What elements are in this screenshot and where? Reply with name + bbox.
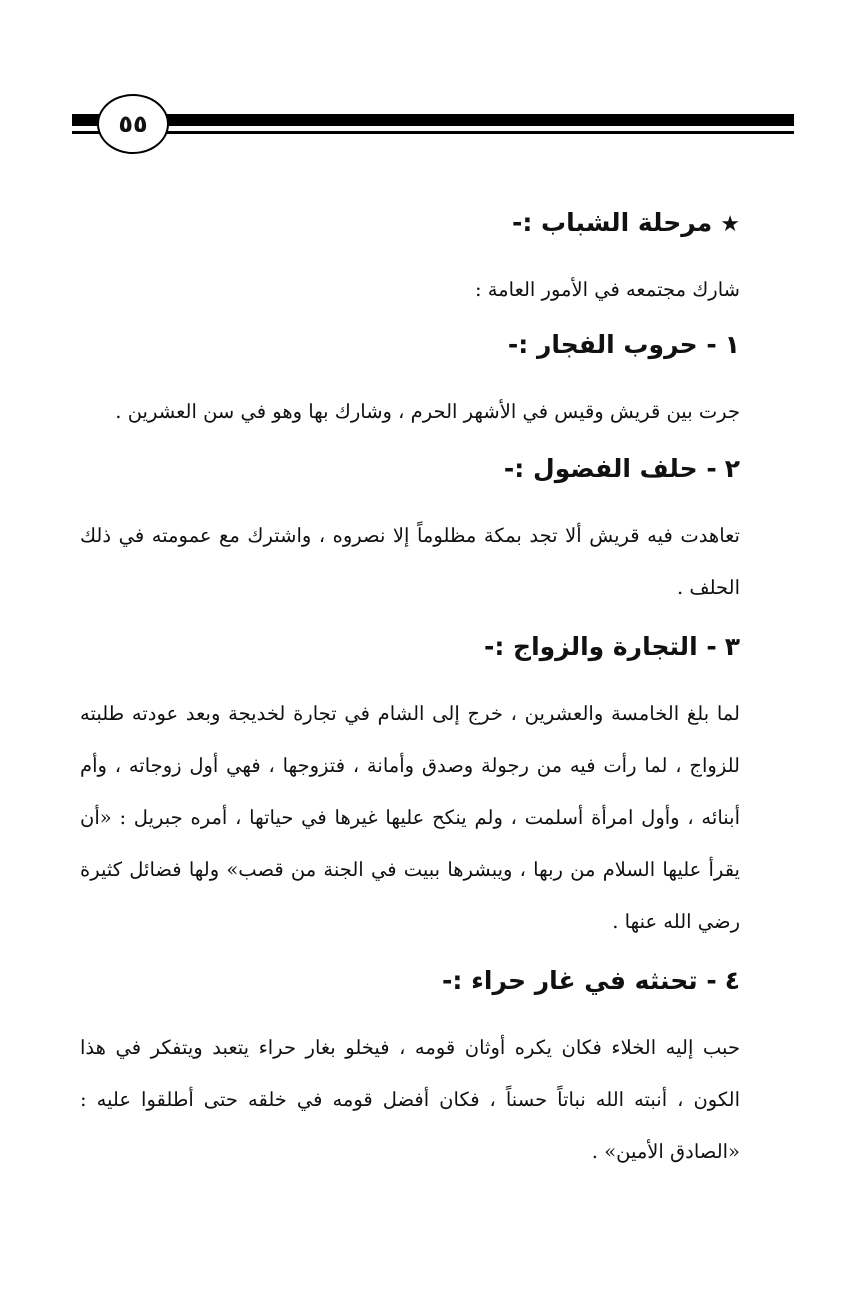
header-rule-thin (72, 131, 794, 134)
item-body-4: حبب إليه الخلاء فكان يكره أوثان قومه ، فيخلو بغار حراء يتعبد ويتفكر في هذا الكون ، أنبته الله نباتاً حسناً ، فكان أفضل قومه في خلقه حتى أطلقوا عليه : «الصادق الأمين» . (80, 1036, 740, 1163)
item-heading-3 (80, 630, 740, 664)
item-title: - تحنثه في غار حراء :- (442, 966, 717, 995)
item-title: - حروب الفجار :- (507, 330, 717, 359)
item-number: ١ (724, 330, 740, 359)
page-header (72, 92, 794, 172)
item-number: ٤ (724, 966, 740, 995)
item-title: - حلف الفضول :- (503, 454, 717, 483)
page-content (80, 200, 740, 1178)
section-heading (80, 206, 740, 242)
item-body-1: جرت بين قريش وقيس في الأشهر الحرم ، وشارك بها وهو في سن العشرين . (115, 400, 740, 423)
item-title: - التجارة والزواج :- (483, 632, 717, 661)
page-number: ٥٥ (97, 94, 169, 154)
item-heading-2 (80, 452, 740, 486)
item-number: ٣ (724, 632, 740, 661)
item-body-2: تعاهدت فيه قريش ألا تجد بمكة مظلوماً إلا نصروه ، واشترك مع عمومته في ذلك الحلف . (80, 524, 740, 599)
star-icon: ★ (720, 212, 740, 237)
item-number: ٢ (724, 454, 740, 483)
item-heading-4 (80, 964, 740, 998)
section-intro: شارك مجتمعه في الأمور العامة : (474, 278, 740, 301)
header-rule-thick (72, 114, 794, 126)
item-heading-1 (80, 328, 740, 362)
section-title: مرحلة الشباب :- (511, 208, 713, 237)
item-body-3: لما بلغ الخامسة والعشرين ، خرج إلى الشام في تجارة لخديجة وبعد عودته طلبته للزواج ، لما رأت فيه من رجولة وصدق وأمانة ، فتزوجها ، فهي أول زوجاته ، وأم أبنائه ، وأول امرأة أسلمت ، ولم ينكح عليها غيرها في حياتها ، أمره جبريل : «أن يقرأ عليها السلام من ربها ، ويبشرها ببيت في الجنة من قصب» ولها فضائل كثيرة رضي الله عنها . (80, 702, 740, 933)
